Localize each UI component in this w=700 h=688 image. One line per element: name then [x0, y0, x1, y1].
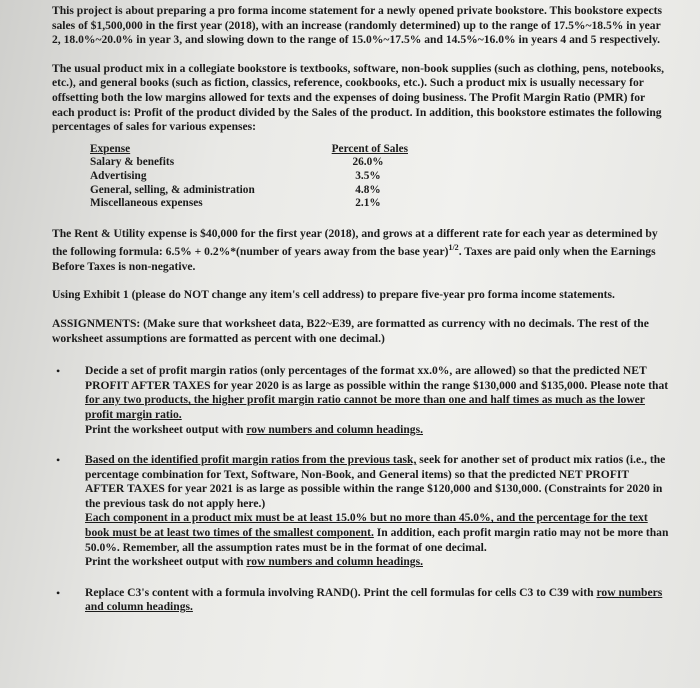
assignments-label: ASSIGNMENTS:: [52, 316, 141, 330]
task-1-emphasis: percentages of the format xx.0%: [288, 364, 450, 378]
expense-label: Miscellaneous expenses: [90, 197, 203, 210]
task-2-underlined: row numbers and column headings.: [246, 555, 423, 569]
rent-text: The Rent & Utility expense is $40,000 for the first year (2018), and grows at a different rate for each year as determined by the following formula: 6.5% + 0.2%*(number of years away from the base year): [52, 226, 658, 259]
rent-paragraph: [52, 227, 670, 275]
percent-column-header: Percent of Sales: [331, 142, 408, 155]
task-2-part: Print the worksheet output with: [85, 555, 247, 569]
expense-percent: 3.5%: [355, 169, 381, 182]
task-1-underlined: for any two products, the higher profit margin ratio cannot be more than one and half times as much as the lower profit margin ratio.: [85, 393, 645, 421]
task-2-part: In addition, each profit margin ratio may not be more than 50.0%. Remember, all the assumption rates must be in the format of one decimal.: [85, 526, 669, 554]
expense-row: [90, 197, 408, 211]
product-mix-paragraph: The usual product mix in a collegiate bookstore is textbooks, software, non-book supplies (such as clothing, pens, notebooks, etc.), and general books (such as fiction, classics, reference, cookbooks, etc.). Such a product mix is usually necessary for offsetting both the low margins allowed for texts and the expenses of doing business. The Profit Margin Ratio (PMR) for each product is: Profit of the product divided by the Sales of the product. In addition, this bookstore estimates the following percentages of sales for various expenses:: [52, 61, 664, 134]
expense-percent: 26.0%: [352, 156, 384, 169]
task-2-underlined: Each component in a product mix must be at least 15.0% but no more than 45.0%, and the percentage for the text book must be at least two times of the smallest component.: [85, 511, 648, 540]
rent-exponent: 1/2: [448, 243, 459, 253]
task-1-part: , are allowed) so that the predicted NET PROFIT AFTER TAXES for year 2020 is as large as possible within the range $130,000 and $135,000. Please note that: [85, 364, 669, 392]
task-3-part: Replace C3's content with a formula involving RAND(). Print the cell formulas for cells C3 to C39 with: [85, 585, 597, 599]
expense-percent: 2.1%: [355, 197, 381, 210]
exhibit-paragraph: [52, 288, 670, 303]
expense-percent: 4.8%: [355, 183, 381, 196]
expense-label: Salary & benefits: [90, 156, 175, 169]
task-item: [52, 364, 670, 437]
task-1-part: Decide a set of profit margin ratios (only: [85, 364, 289, 378]
task-1-text: [85, 364, 670, 437]
expense-label: General, selling, & administration: [90, 183, 255, 196]
rent-text-end: . Taxes are paid only when the Earnings Before Taxes is non-negative.: [52, 245, 656, 273]
task-3-underlined: row numbers and column headings.: [85, 585, 663, 614]
exhibit-not: NOT: [183, 288, 209, 302]
assignments-text: (Make sure that worksheet data, B22~E39, are formatted as currency with no decimals. The rest of the worksheet assumptions are formatted as percent with one decimal.): [52, 316, 649, 345]
task-3-text: [85, 586, 670, 615]
task-2-underlined: Based on the identified profit margin ratios from the previous task,: [85, 453, 417, 467]
task-1-part: Print the worksheet output with: [85, 422, 247, 436]
expense-table: [90, 143, 408, 211]
expense-row: [90, 156, 408, 170]
task-item: [52, 453, 670, 570]
expense-label: Advertising: [90, 169, 147, 182]
task-2-text: [85, 453, 670, 570]
task-list: [52, 364, 670, 615]
expense-row: [90, 184, 408, 198]
task-item: [52, 586, 670, 615]
task-2-part: seek for another set of product mix ratios (i.e., the percentage combination for Text, Software, Non-Book, and General items) so that the predicted NET PROFIT AFTER TAXES for year 2021 is as large as possible within the range $120,000 and $130,000. (Constraints for 2020 in the previous task do not apply here.): [85, 453, 666, 510]
task-1-underlined: row numbers and column headings.: [246, 422, 423, 436]
intro-paragraph: This project is about preparing a pro forma income statement for a newly opened private bookstore. This bookstore expects sales of $1,500,000 in the first year (2018), with an increase (randomly determined) up to the range of 17.5%~18.5% in year 2, 18.0%~20.0% in year 3, and slowing down to the range of 15.0%~17.5% and 14.5%~16.0% in years 4 and 5 respectively.: [52, 4, 663, 47]
exhibit-text-end: change any item's cell address) to prepare five-year pro forma income statements.: [208, 288, 615, 302]
expense-table-header: [90, 143, 408, 157]
expense-column-header: Expense: [90, 142, 131, 155]
assignments-paragraph: [52, 317, 670, 346]
expense-row: [90, 170, 408, 184]
exhibit-text: Using Exhibit 1 (please do: [52, 288, 184, 302]
